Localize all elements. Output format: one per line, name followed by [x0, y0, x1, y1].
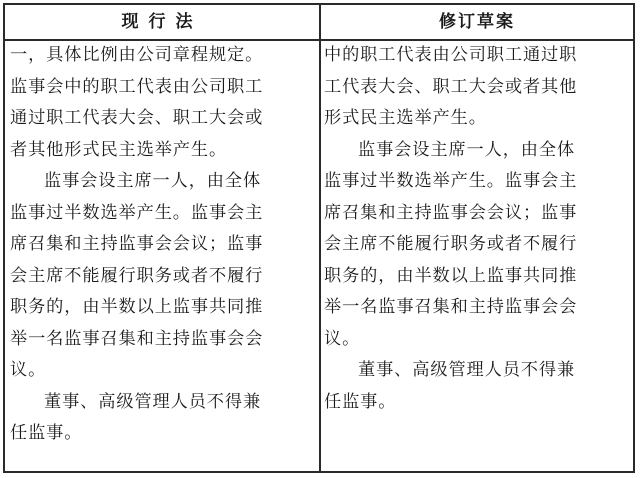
current-law-line: 监事会中的职工代表由公司职工	[10, 76, 264, 97]
current-law-line: 监事会设主席一人，由全体	[44, 171, 262, 191]
current-law-line: 通过职工代表大会、职工大会或	[10, 108, 264, 128]
current-law-line: 席召集和主持监事会会议；监事	[10, 234, 264, 254]
current-law-line: 任监事。	[10, 423, 83, 443]
column-divider	[319, 5, 321, 471]
header-current-law: 现行法	[121, 12, 203, 32]
revision-draft-line: 工代表大会、职工大会或者其他	[324, 76, 578, 97]
current-law-line: 举一名监事召集和主持监事会会	[10, 328, 264, 349]
revision-draft-column	[324, 40, 622, 418]
revision-draft-line: 董事、高级管理人员不得兼	[358, 360, 576, 380]
revision-draft-line: 议。	[324, 328, 361, 349]
revision-draft-line: 席召集和主持监事会会议；监事	[324, 202, 578, 223]
revision-draft-line: 监事过半数选举产生。监事会主	[324, 171, 578, 191]
current-law-line: 会主席不能履行职务或者不履行	[10, 265, 264, 286]
current-law-line: 监事过半数选举产生。监事会主	[10, 202, 264, 223]
revision-draft-line: 形式民主选举产生。	[324, 108, 487, 128]
revision-draft-line: 会主席不能履行职务或者不履行	[324, 234, 578, 254]
revision-draft-line: 监事会设主席一人，由全体	[358, 139, 576, 160]
revision-draft-line: 任监事。	[324, 391, 397, 412]
revision-draft-line: 职务的，由半数以上监事共同推	[324, 265, 578, 286]
header-revision-draft: 修订草案	[439, 12, 515, 32]
current-law-column	[10, 40, 308, 450]
revision-draft-line: 中的职工代表由公司职工通过职	[324, 45, 578, 65]
current-law-line: 职务的，由半数以上监事共同推	[10, 297, 264, 317]
revision-draft-line: 举一名监事召集和主持监事会会	[324, 297, 578, 317]
current-law-line: 者其他形式民主选举产生。	[10, 139, 228, 160]
current-law-line: 一，具体比例由公司章程规定。	[10, 45, 264, 65]
current-law-line: 议。	[10, 360, 47, 380]
current-law-line: 董事、高级管理人员不得兼	[44, 391, 262, 412]
